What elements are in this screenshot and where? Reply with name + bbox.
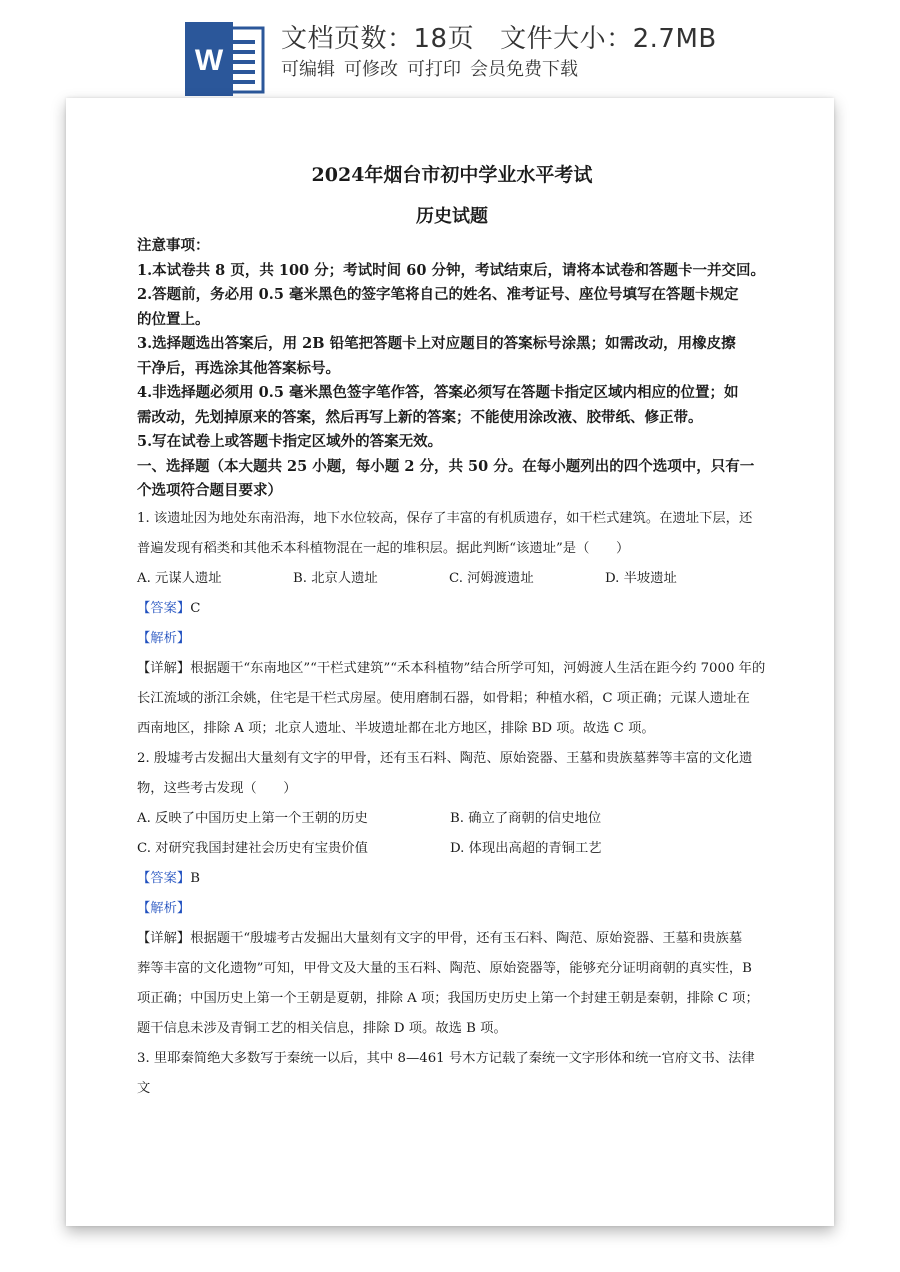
feature-modifiable: 可修改 [344,59,398,80]
file-size: 文件大小：2.7MB [500,24,717,54]
word-doc-icon [185,22,265,96]
detail-line: 长江流域的浙江余姚，住宅是干栏式房屋。使用磨制石器，如骨耜；种植水稻，C 项正确；元谋人遗址在 [137,690,750,706]
option-d: D. 半坡遗址 [605,570,677,586]
option-c: C. 河姆渡遗址 [449,570,534,586]
option-c: C. 对研究我国封建社会历史有宝贵价值 [137,840,368,856]
question-options [137,834,767,864]
section-heading: 一、选择题（本大题共 25 小题，每小题 2 分，共 50 分。在每小题列出的四个选项中，只有一 个选项符合题目要求） [137,457,755,499]
detail-line: 葬等丰富的文化遗物”可知，甲骨文及大量的玉石料、陶范、原始瓷器等，能够充分证明商朝的真实性，B [137,960,752,976]
answer-line [137,864,767,894]
svg-text:W: W [194,44,224,77]
question-2 [137,744,767,1044]
notice-line: 干净后，再选涂其他答案标号。 [137,359,340,377]
question-options [137,564,767,594]
detail-line: 题干信息未涉及青铜工艺的相关信息，排除 D 项。故选 B 项。 [137,1020,507,1036]
question-stem-line: 3. 里耶秦简绝大多数写于秦统一以后，其中 8—461 号木方记载了秦统一文字形体和统一官府文书、法律文 [137,1050,755,1096]
notice-line: 3.选择题选出答案后，用 2B 铅笔把答题卡上对应题目的答案标号涂黑；如需改动，用橡皮擦 [137,335,736,352]
question-options [137,804,767,834]
page-count: 文档页数：18页 [281,24,475,54]
analysis-tag: 【解析】 [137,900,191,916]
detail-line: 【详解】根据题干“殷墟考古发掘出大量刻有文字的甲骨，还有玉石料、陶范、原始瓷器、王墓和贵族墓 [137,930,743,946]
doc-subtitle: 历史试题 [416,206,488,227]
notice-line: 1.本试卷共 8 页，共 100 分；考试时间 60 分钟，考试结束后，请将本试卷和答题卡一并交回。 [137,261,765,279]
option-d: D. 体现出高超的青铜工艺 [450,840,602,856]
notice-block [137,234,767,455]
question-1 [137,504,767,744]
analysis-tag: 【解析】 [137,630,191,646]
feature-member-free: 会员免费下载 [470,59,578,80]
download-banner [0,0,900,100]
answer-value: C [190,600,201,616]
detail-line: 【详解】根据题干“东南地区”“干栏式建筑”“禾本科植物”结合所学可知，河姆渡人生活在距今约 7000 年的 [137,660,766,676]
notice-line: 的位置上。 [137,310,210,328]
detail-line: 项正确；中国历史上第一个王朝是夏朝，排除 A 项；我国历史历史上第一个封建王朝是秦朝，排除 C 项； [137,990,759,1006]
answer-value: B [190,870,200,886]
detail-tag: 【详解】 [137,930,191,946]
question-stem-line: 物，这些考古发现（ ） [137,780,297,796]
option-b: B. 北京人遗址 [293,570,378,586]
document-content [137,160,767,1104]
question-stem-line: 1. 该遗址因为地处东南沿海，地下水位较高，保存了丰富的有机质遗存，如干栏式建筑。在遗址下层，还 [137,510,753,526]
question-stem-line: 2. 殷墟考古发掘出大量刻有文字的甲骨，还有玉石料、陶范、原始瓷器、王墓和贵族墓葬等丰富的文化遗 [137,750,753,766]
answer-tag: 【答案】 [137,600,191,616]
feature-printable: 可打印 [407,59,461,80]
notice-line: 需改动，先划掉原来的答案，然后再写上新的答案；不能使用涂改液、胶带纸、修正带。 [137,408,703,426]
doc-title: 2024年烟台市初中学业水平考试 [311,164,593,186]
option-a: A. 反映了中国历史上第一个王朝的历史 [137,810,368,826]
notice-heading: 注意事项： [137,237,210,254]
question-3 [137,1044,767,1104]
notice-line: 4.非选择题必须用 0.5 毫米黑色签字笔作答，答案必须写在答题卡指定区域内相应的位置；如 [137,384,739,401]
notice-line: 2.答题前，务必用 0.5 毫米黑色的签字笔将自己的姓名、准考证号、座位号填写在答题卡规定 [137,286,739,303]
feature-editable: 可编辑 [281,59,335,80]
detail-tag: 【详解】 [137,660,191,676]
banner-features [281,55,587,81]
detail-line: 西南地区，排除 A 项；北京人遗址、半坡遗址都在北方地区，排除 BD 项。故选 C 项。 [137,720,655,736]
banner-title [281,18,717,55]
option-a: A. 元谋人遗址 [137,570,222,586]
notice-line: 5.写在试卷上或答题卡指定区域外的答案无效。 [137,433,443,450]
question-stem-line: 普遍发现有稻类和其他禾本科植物混在一起的堆积层。据此判断“该遗址”是（ ） [137,540,630,556]
answer-tag: 【答案】 [137,870,191,886]
answer-line [137,594,767,624]
option-b: B. 确立了商朝的信史地位 [450,810,602,826]
